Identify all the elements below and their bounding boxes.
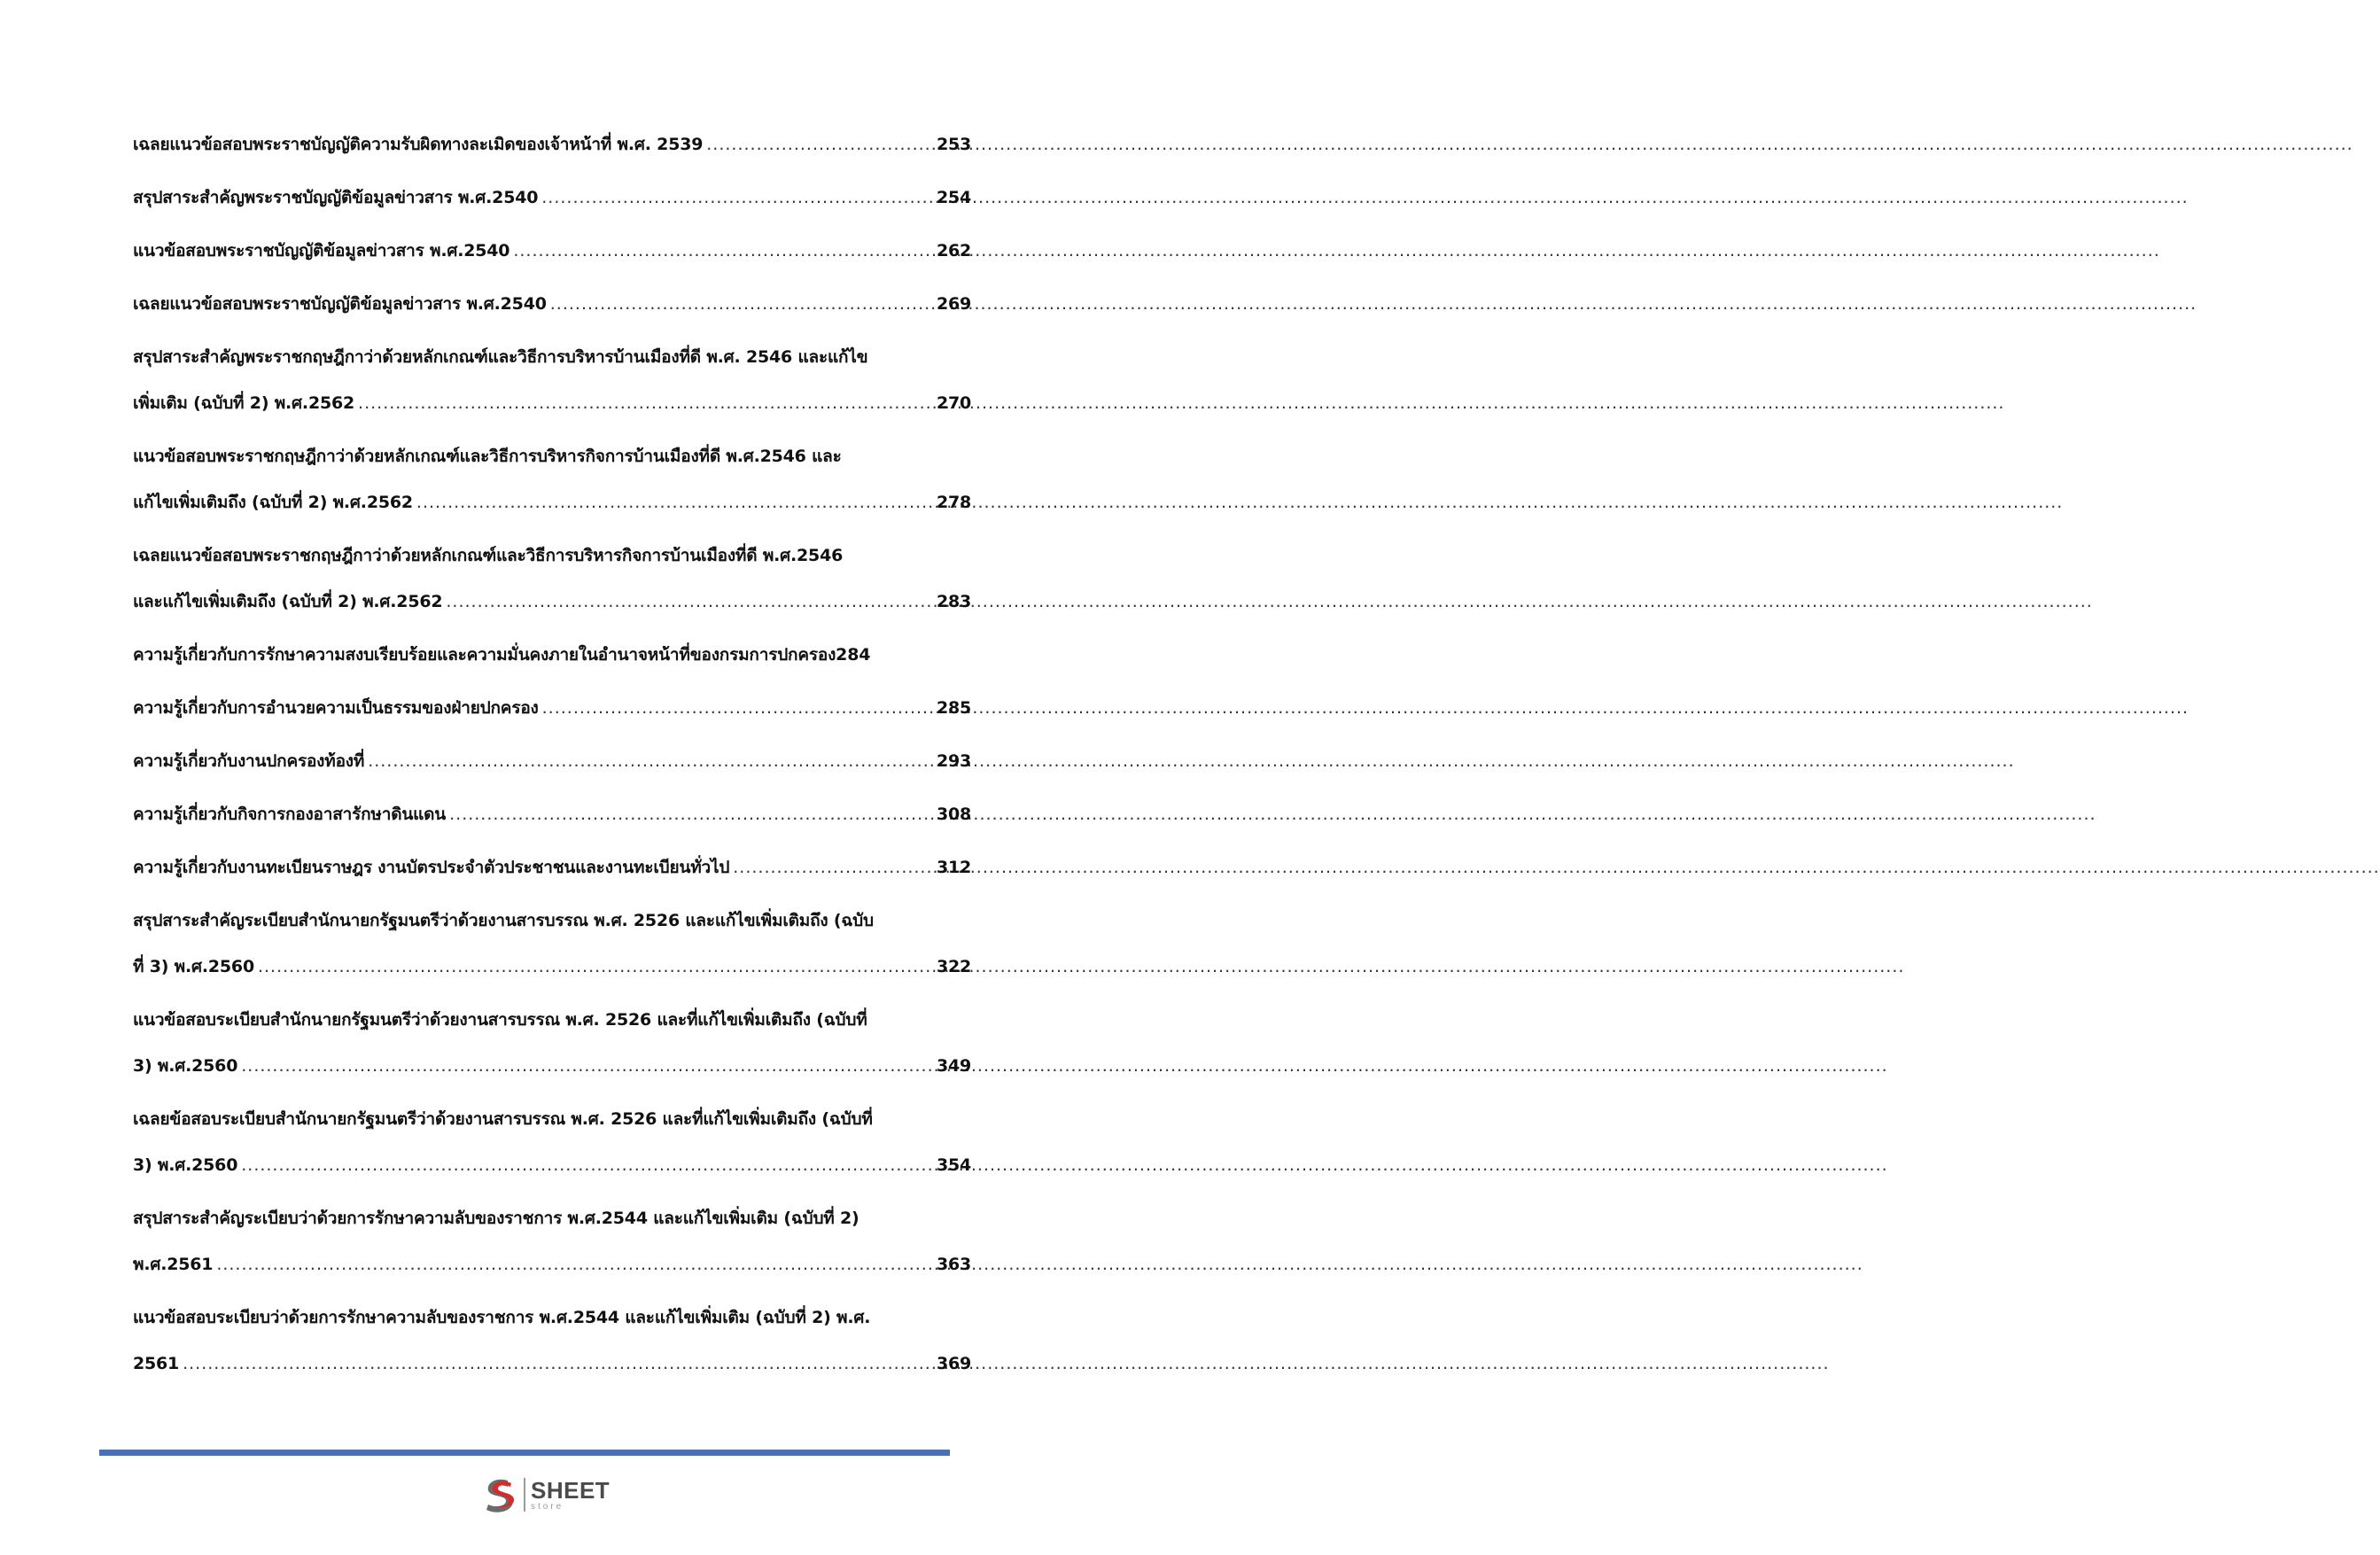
- toc-entry-title: ที่ 3) พ.ศ.2560: [133, 957, 254, 976]
- toc-page-number: 253: [936, 135, 971, 154]
- toc-entry-title-line: สรุปสาระสำคัญระเบียบว่าด้วยการรักษาความลับของราชการ พ.ศ.2544 และแก้ไขเพิ่มเติม (ฉบับที่ 2): [133, 1209, 859, 1228]
- toc-entry-title: ความรู้เกี่ยวกับการอำนวยความเป็นธรรมของฝ่ายปกครอง: [133, 698, 539, 718]
- toc-entry: [133, 344, 971, 416]
- toc-page-number: 262: [936, 241, 971, 260]
- toc-leader-dots: [446, 588, 933, 615]
- toc-entry-title: เฉลยแนวข้อสอบพระราชบัญญัติความรับผิดทางละเมิดของเจ้าหน้าที่ พ.ศ. 2539: [133, 135, 704, 154]
- toc-leader-dots: [541, 184, 933, 211]
- toc-entry-leader-line: [133, 291, 971, 317]
- toc-leader-dots: [368, 748, 933, 774]
- toc-entry-title: ความรู้เกี่ยวกับงานปกครองท้องที่: [133, 751, 365, 771]
- toc-entry: [133, 291, 971, 317]
- toc-entry-leader-line: [133, 184, 971, 211]
- toc-page-number: 293: [936, 751, 971, 771]
- toc-entry-title: และแก้ไขเพิ่มเติมถึง (ฉบับที่ 2) พ.ศ.2562: [133, 592, 443, 611]
- toc-page-number: 283: [936, 592, 971, 611]
- toc-entry-title: 3) พ.ศ.2560: [133, 1155, 238, 1175]
- toc-leader-dots: [542, 695, 933, 721]
- logo-main-text: SHEET: [531, 1476, 611, 1504]
- toc-entry-title: สรุปสาระสำคัญพระราชบัญญัติข้อมูลข่าวสาร พ.ศ.2540: [133, 188, 539, 207]
- toc-entry-title: ความรู้เกี่ยวกับการรักษาความสงบเรียบร้อยและความมั่นคงภายในอำนาจหน้าที่ของกรมการปกครอง: [133, 645, 836, 665]
- toc-leader-dots: [550, 291, 933, 317]
- toc-entry: [133, 854, 971, 881]
- toc-entry-title-line: สรุปสาระสำคัญพระราชกฤษฎีกาว่าด้วยหลักเกณฑ์และวิธีการบริหารบ้านเมืองที่ดี พ.ศ. 2546 และแก้ไข: [133, 347, 868, 367]
- toc-entry: [133, 748, 971, 774]
- toc-entry: [133, 542, 971, 615]
- toc-page-number: 363: [936, 1255, 971, 1274]
- toc-entry: [133, 443, 971, 516]
- toc-entry-leader-line: [133, 854, 971, 881]
- toc-entry: [133, 1304, 971, 1377]
- toc-page-number: 354: [936, 1155, 971, 1175]
- toc-entry: [133, 237, 971, 264]
- toc-entry-leader-line: [133, 1053, 971, 1079]
- toc-entry: [133, 695, 971, 721]
- toc-page-number: 312: [936, 858, 971, 877]
- toc-entry-leader-line: [133, 1350, 971, 1377]
- toc-page-number: 270: [936, 393, 971, 413]
- toc-entry-title-line: เฉลยข้อสอบระเบียบสำนักนายกรัฐมนตรีว่าด้วยงานสารบรรณ พ.ศ. 2526 และที่แก้ไขเพิ่มเติมถึง (ฉบับที่: [133, 1109, 873, 1129]
- logo-text: [531, 1476, 611, 1512]
- logo-divider: [524, 1478, 525, 1512]
- toc-page-number: 308: [936, 805, 971, 824]
- logo-sub-text: store: [531, 1501, 564, 1512]
- toc-entry-title: เพิ่มเติม (ฉบับที่ 2) พ.ศ.2562: [133, 393, 355, 413]
- toc-leader-dots: [241, 1053, 933, 1079]
- toc-entry-leader-line: [133, 695, 971, 721]
- toc-entry-leader-line: [133, 237, 971, 264]
- toc-leader-dots: [416, 489, 933, 516]
- sheet-store-logo: [481, 1473, 610, 1516]
- table-of-contents: [133, 131, 971, 1403]
- toc-entry-leader-line: [133, 953, 971, 980]
- toc-page-number: 269: [936, 294, 971, 314]
- toc-page-number: 285: [936, 698, 971, 718]
- toc-entry-title: แก้ไขเพิ่มเติมถึง (ฉบับที่ 2) พ.ศ.2562: [133, 493, 413, 512]
- toc-page-number: 322: [936, 957, 971, 976]
- toc-page-number: 284: [836, 645, 871, 665]
- toc-entry-title: ความรู้เกี่ยวกับงานทะเบียนราษฎร งานบัตรประจำตัวประชาชนและงานทะเบียนทั่วไป: [133, 858, 730, 877]
- toc-entry-leader-line: [133, 588, 971, 615]
- toc-entry: [133, 1106, 971, 1178]
- toc-entry-title-line: แนวข้อสอบระเบียบสำนักนายกรัฐมนตรีว่าด้วยงานสารบรรณ พ.ศ. 2526 และที่แก้ไขเพิ่มเติมถึง (ฉบับที่: [133, 1010, 867, 1030]
- toc-page-number: 349: [936, 1056, 971, 1076]
- toc-entry-title: แนวข้อสอบพระราชบัญญัติข้อมูลข่าวสาร พ.ศ.2540: [133, 241, 510, 260]
- toc-page-number: 369: [936, 1354, 971, 1373]
- toc-page-number: 254: [936, 188, 971, 207]
- toc-entry: [133, 907, 971, 980]
- toc-entry-title-line: แนวข้อสอบพระราชกฤษฎีกาว่าด้วยหลักเกณฑ์และวิธีการบริหารกิจการบ้านเมืองที่ดี พ.ศ.2546 และ: [133, 447, 842, 466]
- toc-entry: [133, 131, 971, 158]
- toc-leader-dots: [216, 1251, 933, 1278]
- toc-entry-title: พ.ศ.2561: [133, 1255, 214, 1274]
- toc-entry: [133, 1007, 971, 1079]
- toc-entry: [133, 184, 971, 211]
- toc-entry-title-line: แนวข้อสอบระเบียบว่าด้วยการรักษาความลับของราชการ พ.ศ.2544 และแก้ไขเพิ่มเติม (ฉบับที่ 2) พ.ศ.: [133, 1308, 871, 1327]
- toc-leader-dots: [358, 390, 933, 416]
- toc-leader-dots: [706, 131, 933, 158]
- toc-leader-dots: [241, 1152, 933, 1178]
- toc-leader-dots: [183, 1350, 933, 1377]
- toc-entry-title: 2561: [133, 1354, 180, 1373]
- toc-leader-dots: [733, 854, 933, 881]
- toc-entry-title: เฉลยแนวข้อสอบพระราชบัญญัติข้อมูลข่าวสาร พ.ศ.2540: [133, 294, 547, 314]
- toc-entry-leader-line: [133, 489, 971, 516]
- toc-entry-leader-line: [133, 801, 971, 828]
- toc-entry: [133, 801, 971, 828]
- toc-entry-leader-line: [133, 1251, 971, 1278]
- toc-entry-title-line: เฉลยแนวข้อสอบพระราชกฤษฎีกาว่าด้วยหลักเกณฑ์และวิธีการบริหารกิจการบ้านเมืองที่ดี พ.ศ.2546: [133, 546, 844, 565]
- toc-entry-leader-line: [133, 748, 971, 774]
- sheet-store-s-icon: [481, 1475, 520, 1514]
- toc-leader-dots: [513, 237, 933, 264]
- toc-entry-leader-line: [133, 390, 971, 416]
- toc-leader-dots: [258, 953, 933, 980]
- toc-entry-leader-line: [133, 131, 971, 158]
- footer-rule: [99, 1450, 950, 1456]
- toc-entry: [133, 1205, 971, 1278]
- toc-entry-title-line: สรุปสาระสำคัญระเบียบสำนักนายกรัฐมนตรีว่าด้วยงานสารบรรณ พ.ศ. 2526 และแก้ไขเพิ่มเติมถึง (ฉบับ: [133, 911, 874, 930]
- toc-entry-title: 3) พ.ศ.2560: [133, 1056, 238, 1076]
- toc-entry-leader-line: [133, 1152, 971, 1178]
- toc-leader-dots: [449, 801, 933, 828]
- toc-entry: [133, 641, 971, 668]
- toc-page-number: 278: [936, 493, 971, 512]
- toc-entry-leader-line: [133, 641, 971, 668]
- toc-entry-title: ความรู้เกี่ยวกับกิจการกองอาสารักษาดินแดน: [133, 805, 447, 824]
